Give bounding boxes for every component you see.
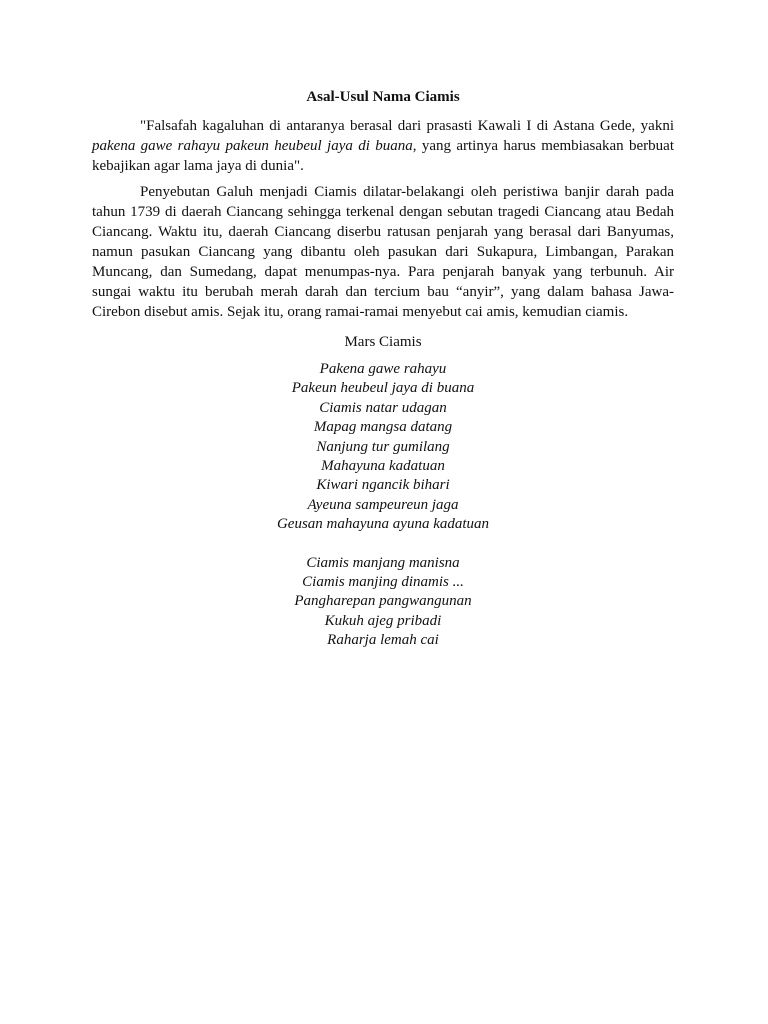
stanza-line: Pakena gawe rahayu xyxy=(319,361,447,377)
stanza-line: Raharja lemah cai xyxy=(327,632,439,649)
paragraph-history: Penyebutan Galuh menjadi Ciamis dilatar-belakangi oleh peristiwa banjir darah pada tahun 1739 di daerah Ciancang sehingga terkenal dengan sebutan tragedi Ciancang atau Bedah Ciancang. Waktu itu, daerah Ciancang diserbu ratusan penjarah yang berasal dari Banyumas, namun pasukan Ciancang yang dibantu oleh pasukan dari Sukapura, Limbangan, Parakan Muncang, dan Sumedang, dapat menumpas-nya. Para penjarah banyak yang terbunuh. Air sungai waktu itu berubah merah darah dan tercium bau “anyir”, yang dalam bahasa Jawa-Cirebon disebut amis. Sejak itu, orang ramai-ramai menyebut cai amis, kemudian ciamis. xyxy=(92,184,674,320)
song-title: Mars Ciamis xyxy=(344,334,422,350)
paragraph-falsafah-end: , yang artinya harus membiasakan berbuat kebajikan agar lama jaya di dunia". xyxy=(92,138,674,174)
stanza-line: Mahayuna kadatuan xyxy=(321,458,445,475)
paragraph-falsafah xyxy=(92,116,674,176)
document-body xyxy=(92,86,674,651)
stanza-line: Pakeun heubeul jaya di buana xyxy=(291,380,475,397)
stanza-line: Ciamis manjang manisna xyxy=(306,554,460,571)
paragraph-falsafah-italic-phrase: pakena gawe rahayu pakeun heubeul jaya di buana xyxy=(92,138,413,154)
stanza-line: Ciamis natar udagan xyxy=(319,399,447,416)
song-stanza-1 xyxy=(92,360,674,535)
document-title: Asal-Usul Nama Ciamis xyxy=(306,89,460,105)
stanza-line: Mapag mangsa datang xyxy=(313,419,453,436)
paragraph-falsafah-start: "Falsafah kagaluhan di antaranya berasal dari prasasti Kawali I di Astana Gede, yakni xyxy=(140,118,674,134)
stanza-line: Kiwari ngancik bihari xyxy=(316,477,450,494)
stanza-line: Nanjung tur gumilang xyxy=(316,438,450,455)
stanza-line: Ayeuna sampeureun jaga xyxy=(307,496,459,513)
stanza-line: Geusan mahayuna ayuna kadatuan xyxy=(276,516,490,533)
stanza-line: Kukuh ajeg pribadi xyxy=(324,612,442,629)
song-stanza-2 xyxy=(92,554,674,651)
stanza-line: Pangharepan pangwangunan xyxy=(294,593,472,610)
stanza-line: Ciamis manjing dinamis ... xyxy=(302,574,464,591)
